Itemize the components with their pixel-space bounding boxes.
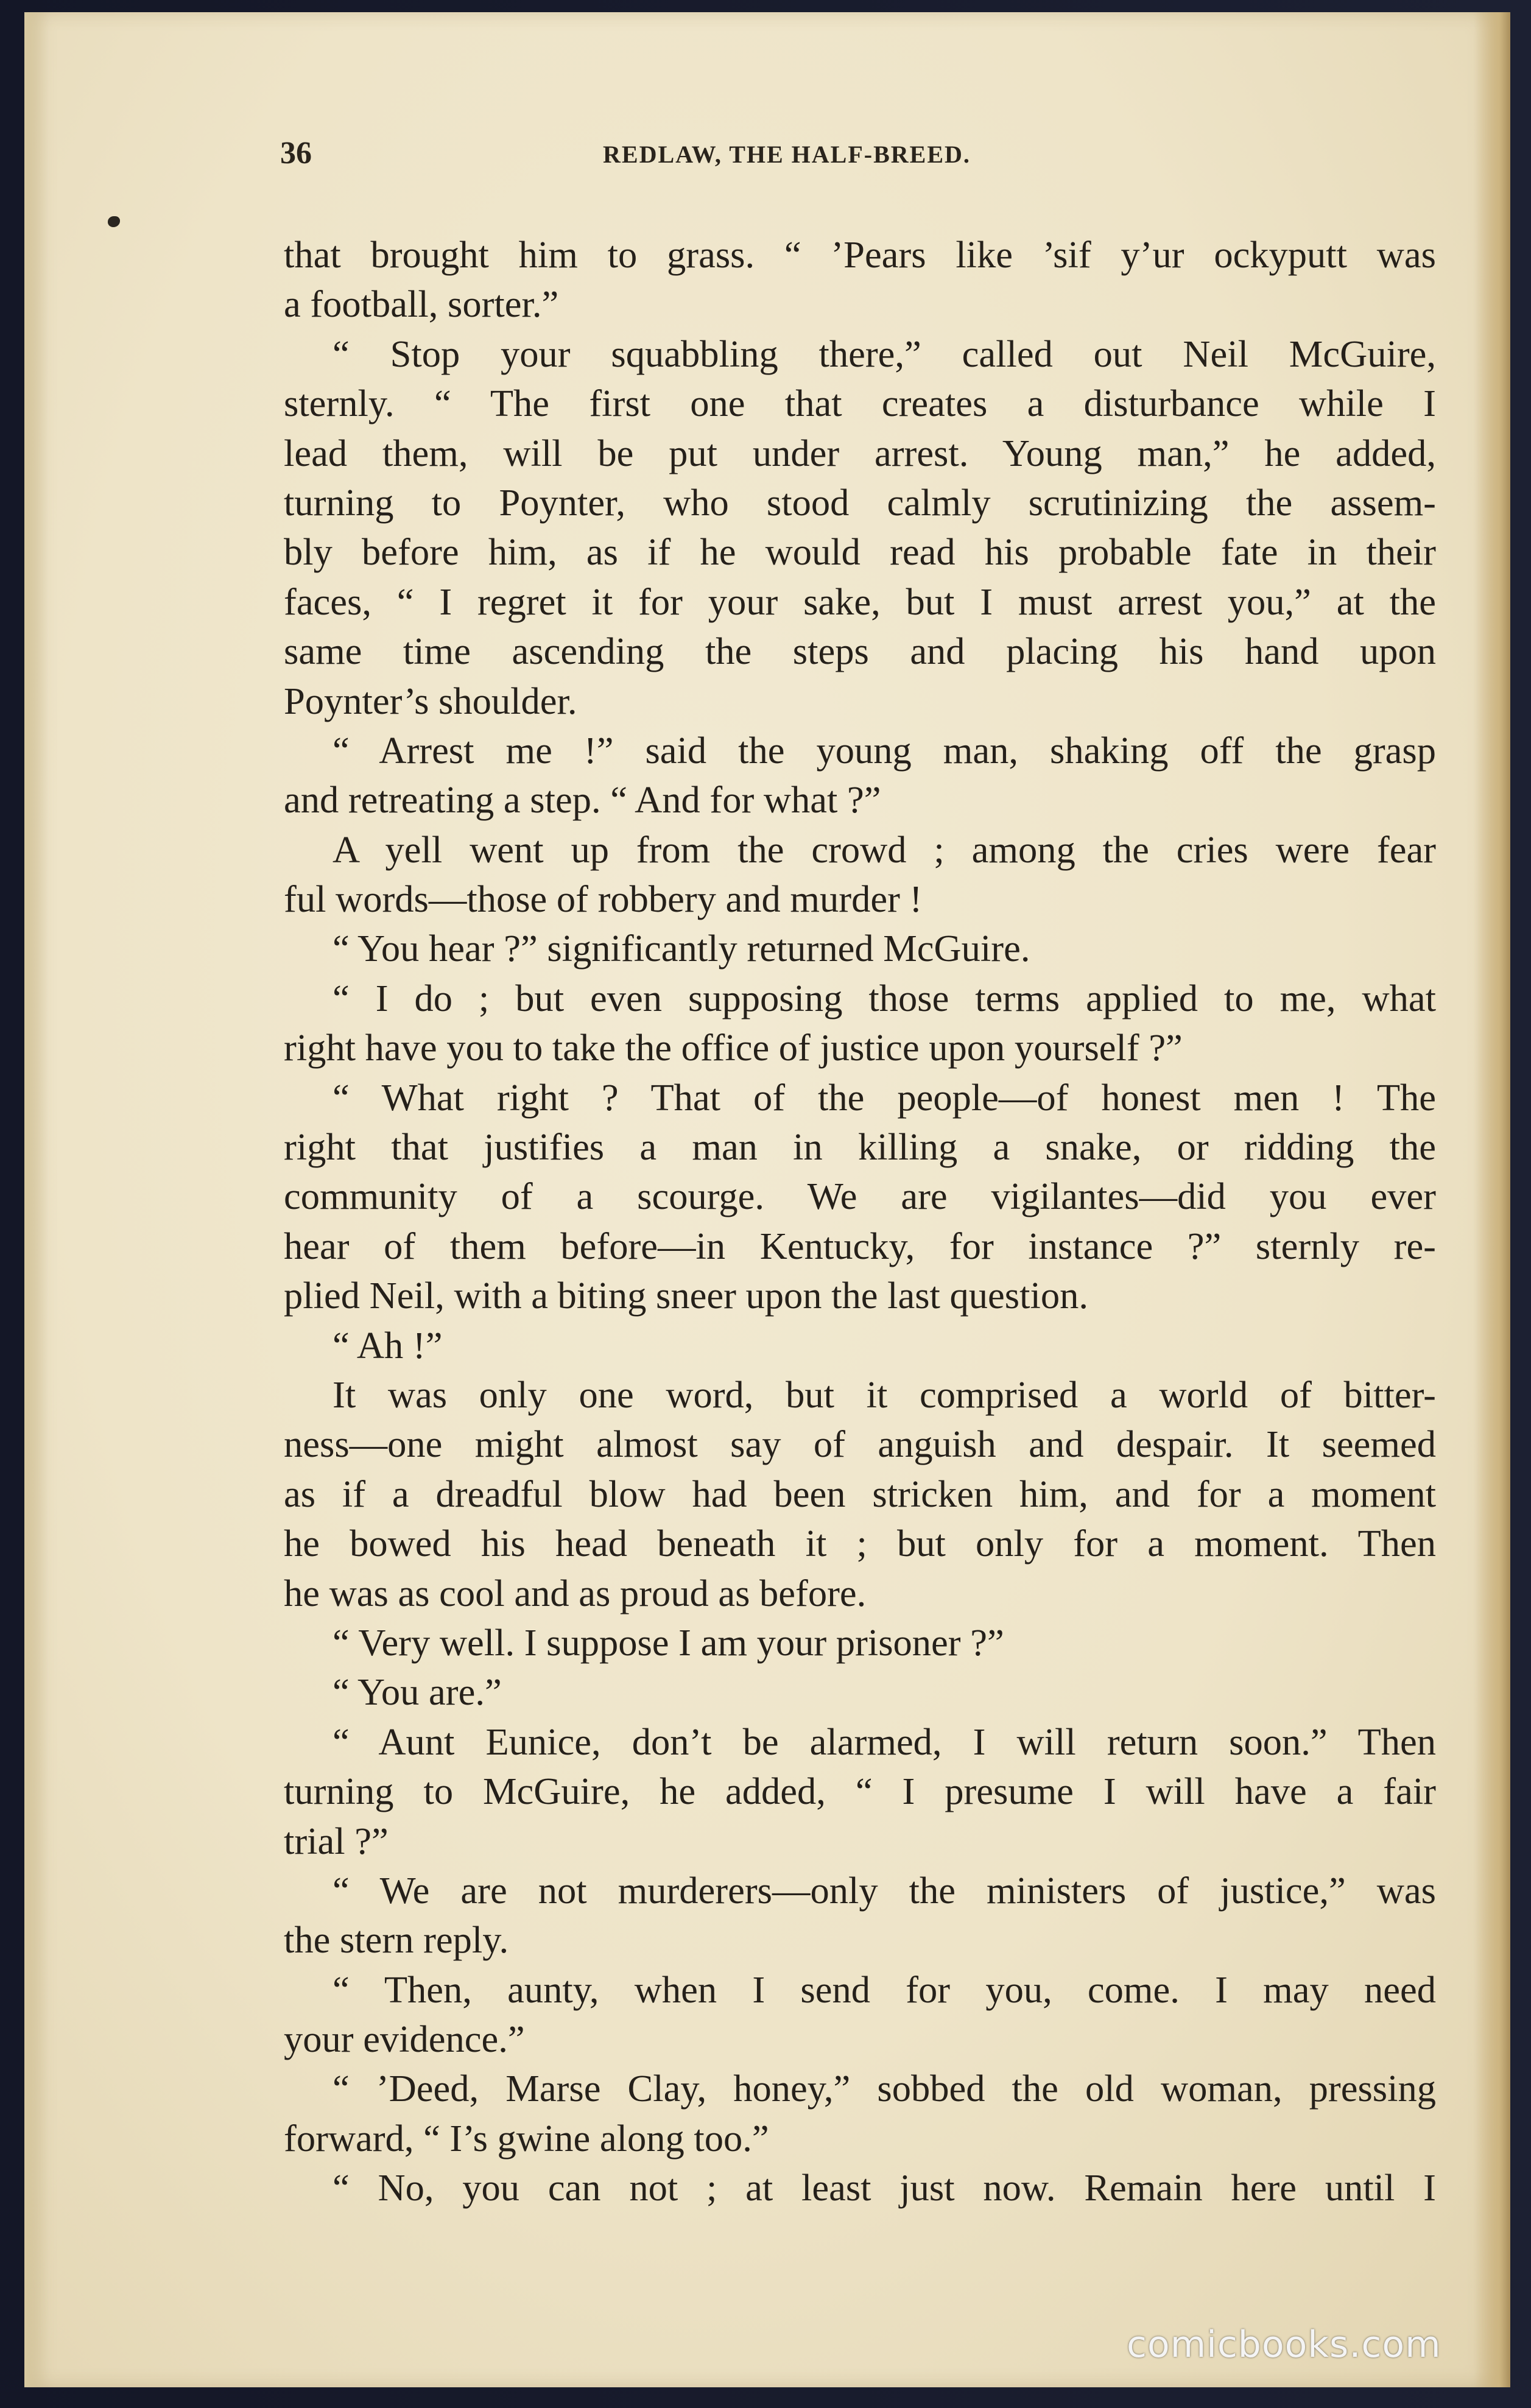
text-line: Poynter’s shoulder.	[284, 679, 577, 722]
text-line: as if a dreadful blow had been stricken him, and for a moment	[284, 1472, 1436, 1515]
text-line: ness—one might almost say of anguish and despair. It seemed	[284, 1423, 1436, 1466]
text-line: faces, “ I regret it for your sake, but I must arrest you,” at the	[284, 580, 1436, 623]
text-line: a football, sorter.”	[284, 283, 559, 326]
running-head: REDLAW, THE HALF-BREED.	[603, 141, 971, 168]
text-line: “ What right ? That of the people—of honest men ! The	[333, 1076, 1436, 1119]
text-line: that brought him to grass. “ ’Pears like ’sif y’ur ockyputt was	[284, 233, 1436, 276]
text-line: “ Aunt Eunice, don’t be alarmed, I will return soon.” Then	[333, 1720, 1436, 1763]
text-line: sternly. “ The first one that creates a disturbance while I	[284, 382, 1436, 425]
text-line: “ You are.”	[333, 1670, 502, 1714]
text-line: same time ascending the steps and placing his hand upon	[284, 630, 1436, 673]
site-watermark: comicbooks.com	[1127, 2323, 1441, 2366]
text-line: hear of them before—in Kentucky, for instance ?” sternly re-	[284, 1224, 1436, 1267]
text-line: It was only one word, but it comprised a world of bitter-	[333, 1373, 1436, 1416]
text-line: right that justifies a man in killing a snake, or ridding the	[284, 1125, 1436, 1169]
text-line: “ Ah !”	[333, 1323, 443, 1367]
text-line: and retreating a step. “ And for what ?”	[284, 778, 881, 822]
text-line: your evidence.”	[284, 2018, 525, 2061]
text-line: “ We are not murderers—only the ministers of justice,” was	[333, 1868, 1436, 1912]
text-line: turning to McGuire, he added, “ I presume I will have a fair	[284, 1770, 1436, 1813]
text-line: right have you to take the office of justice upon yourself ?”	[284, 1026, 1183, 1069]
text-line: “ Very well. I suppose I am your prisoner ?”	[333, 1621, 1004, 1664]
text-line: trial ?”	[284, 1819, 389, 1862]
text-line: “ ’Deed, Marse Clay, honey,” sobbed the old woman, pressing	[333, 2067, 1436, 2110]
text-line: lead them, will be put under arrest. Young man,” he added,	[284, 431, 1436, 474]
body-text	[284, 230, 1436, 2213]
page-number: 36	[280, 136, 312, 171]
text-line: he bowed his head beneath it ; but only for a moment. Then	[284, 1522, 1436, 1565]
text-line: “ Arrest me !” said the young man, shaking off the grasp	[333, 728, 1436, 772]
text-line: he was as cool and as proud as before.	[284, 1571, 867, 1614]
text-line: bly before him, as if he would read his probable fate in their	[284, 530, 1436, 574]
page-gutter-shadow	[24, 12, 49, 2387]
text-line: plied Neil, with a biting sneer upon the last question.	[284, 1274, 1088, 1317]
text-line: “ You hear ?” significantly returned McGuire.	[333, 927, 1030, 970]
text-line: the stern reply.	[284, 1918, 509, 1962]
text-line: “ No, you can not ; at least just now. Remain here until I	[333, 2166, 1436, 2209]
text-line: “ I do ; but even supposing those terms applied to me, what	[333, 976, 1436, 1019]
text-line: community of a scourge. We are vigilantes—did you ever	[284, 1175, 1436, 1218]
text-line: “ Then, aunty, when I send for you, come. I may need	[333, 1968, 1436, 2011]
page-header	[280, 135, 1498, 178]
text-line: A yell went up from the crowd ; among the cries were fear	[333, 828, 1436, 871]
page-edge-shadow	[1474, 12, 1510, 2387]
text-line: ful words—those of robbery and murder !	[284, 878, 923, 921]
text-line: turning to Poynter, who stood calmly scrutinizing the assem-	[284, 481, 1436, 524]
text-line: forward, “ I’s gwine along too.”	[284, 2116, 769, 2160]
text-line: “ Stop your squabbling there,” called out Neil McGuire,	[333, 332, 1436, 375]
